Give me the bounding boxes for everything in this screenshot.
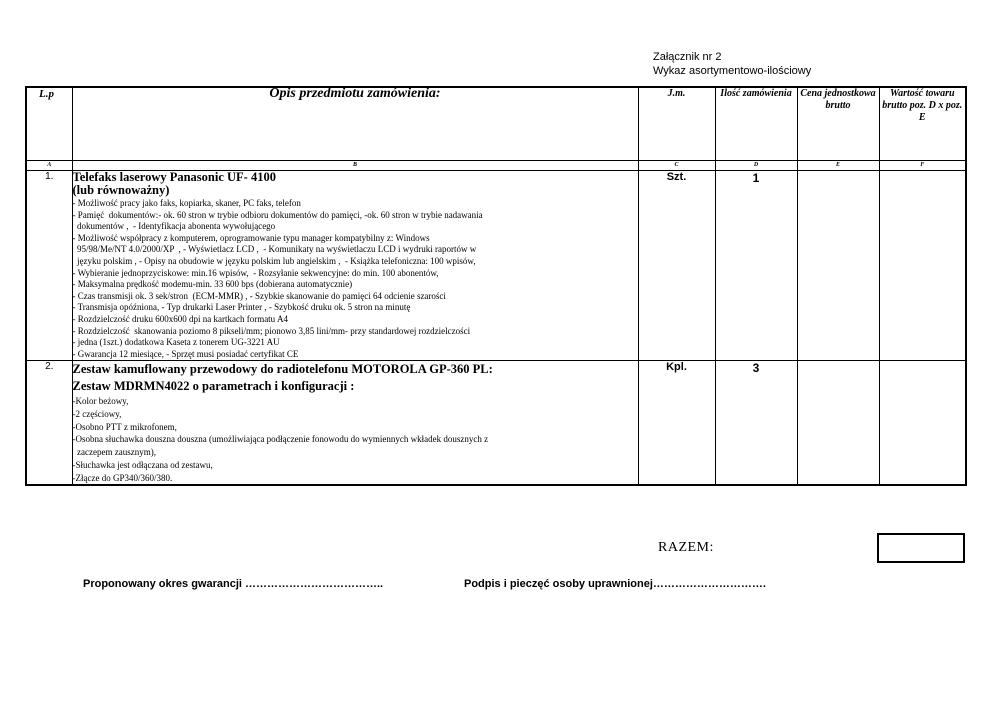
col-header-unit: J.m. bbox=[638, 87, 715, 161]
item-specification: -Kolor beżowy, -2 częściowy, -Osobno PTT z mikrofonem, -Osobna słuchawka douszna douszna (umożliwiająca podłączenie fonowodu do wymiennych wkładek dousznych z zaczepem zausznym), -Słuchawka jest odłączana od zestawu, -Złącze do GP340/360/380. bbox=[72, 396, 489, 483]
col-header-lp: L.p bbox=[26, 87, 72, 161]
total-value-box bbox=[877, 533, 965, 563]
total-label: RAZEM: bbox=[658, 540, 714, 555]
item-subtitle: Zestaw MDRMN4022 o parametrach i konfiguracji : bbox=[72, 379, 355, 394]
order-table bbox=[25, 86, 967, 486]
item-description bbox=[72, 361, 638, 485]
col-header-unit-price: Cena jednostkowa brutto bbox=[797, 87, 879, 161]
item-subtitle: (lub równoważny) bbox=[72, 183, 170, 197]
table-header-row bbox=[26, 87, 966, 161]
column-letter: A bbox=[26, 161, 72, 171]
column-letter: E bbox=[797, 161, 879, 171]
col-header-description: Opis przedmiotu zamówienia: bbox=[72, 87, 638, 161]
item-quantity: 1 bbox=[715, 171, 797, 361]
table-row bbox=[26, 361, 966, 485]
column-letter: B bbox=[72, 161, 638, 171]
column-letter: C bbox=[638, 161, 715, 171]
col-header-quantity: Ilość zamówienia bbox=[715, 87, 797, 161]
item-unit: Szt. bbox=[638, 171, 715, 361]
column-letters-row bbox=[26, 161, 966, 171]
column-letter: F bbox=[879, 161, 966, 171]
item-title: Telefaks laserowy Panasonic UF- 4100 bbox=[72, 170, 276, 184]
annex-number: Załącznik nr 2 bbox=[653, 51, 722, 63]
annex-title: Wykaz asortymentowo-ilościowy bbox=[653, 65, 812, 77]
item-total-value-cell bbox=[879, 171, 966, 361]
item-quantity: 3 bbox=[715, 361, 797, 485]
item-unit: Kpl. bbox=[638, 361, 715, 485]
item-unit-price-cell bbox=[797, 171, 879, 361]
item-number: 1. bbox=[26, 171, 72, 361]
item-specification: - Możliwość pracy jako faks, kopiarka, skaner, PC faks, telefon - Pamięć dokumentów:- ok. 60 stron w trybie odbioru dokumentów do pamięci, -ok. 60 stron w trybie nadawania dokumentów , - Identyfikacja abonenta wywołującego - Możliwość współpracy z komputerem, oprogramowanie typu manager kompatybilny z: Windows 95/98/Me/NT 4.0/2000/XP , - Wyświetlacz LCD , - Komunikaty na wyświetlaczu LCD i wydruki raportów w języku polskim , - Opisy na obudowie w języku polskim lub angielskim , - Książka telefoniczna: 100 wpisów, - Wybieranie jednoprzyciskowe: min.16 wpisów, - Rozsyłanie sekwencyjne: do min. 100 abonentów, - Maksymalna prędkość modemu-min. 33 600 bps (dobierana automatycznie) - Czas transmisji ok. 3 sek/stron (ECM-MMR) , - Szybkie skanowanie do pamięci 64 odcienie szarości - Transmisja opóźniona, - Typ drukarki Laser Printer , - Szybkość druku ok. 5 stron na minutę - Rozdzielczość druku 600x600 dpi na kartkach formatu A4 - Rozdzielczość skanowania poziomo 8 pikseli/mm; pionowo 3,85 lini/mm- przy standardowej rozdzielczości - jedna (1szt.) dodatkowa Kaseta z tonerem UG-3221 AU - Gwarancja 12 miesiące, - Sprzęt musi posiadać certyfikat CE bbox=[72, 198, 483, 359]
col-header-total-value: Wartość towaru brutto poz. D x poz. E bbox=[879, 87, 966, 161]
item-description bbox=[72, 171, 638, 361]
item-total-value-cell bbox=[879, 361, 966, 485]
table-row bbox=[26, 171, 966, 361]
signature-line: Podpis i pieczęć osoby uprawnionej…………………………. bbox=[464, 578, 766, 590]
column-letter: D bbox=[715, 161, 797, 171]
warranty-period-line: Proponowany okres gwarancji ……………………………….. bbox=[83, 578, 384, 590]
item-title: Zestaw kamuflowany przewodowy do radiotelefonu MOTOROLA GP-360 PL: bbox=[72, 362, 493, 377]
item-number: 2. bbox=[26, 361, 72, 485]
item-unit-price-cell bbox=[797, 361, 879, 485]
annex-header bbox=[653, 50, 811, 78]
